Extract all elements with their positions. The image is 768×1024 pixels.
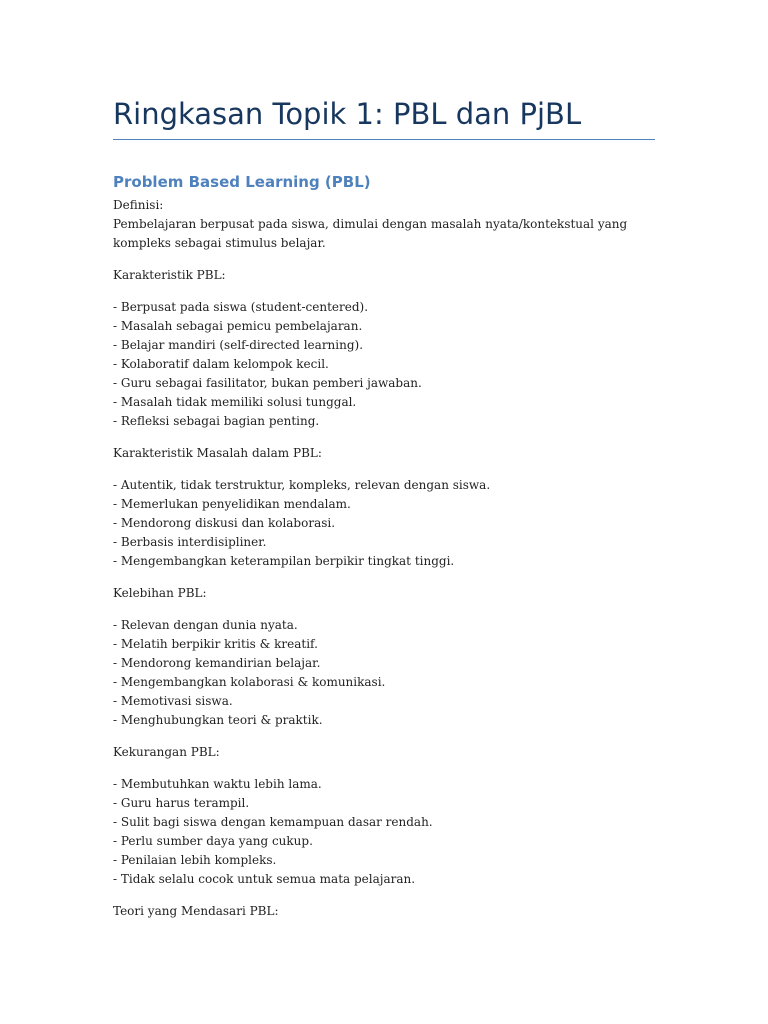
- list-item: - Memerlukan penyelidikan mendalam.: [113, 497, 351, 511]
- list-item: - Mengembangkan keterampilan berpikir tingkat tinggi.: [113, 554, 455, 568]
- list-item: - Penilaian lebih kompleks.: [113, 853, 277, 867]
- definition-line: Pembelajaran berpusat pada siswa, dimulai dengan masalah nyata/kontekstual yang: [113, 217, 628, 231]
- teori-label: Teori yang Mendasari PBL:: [113, 904, 279, 918]
- list-item: - Guru sebagai fasilitator, bukan pemberi jawaban.: [113, 376, 422, 390]
- list-item: - Membutuhkan waktu lebih lama.: [113, 777, 322, 791]
- list-item: - Memotivasi siswa.: [113, 694, 233, 708]
- list-item: - Belajar mandiri (self-directed learning).: [113, 338, 364, 352]
- definition-label: Definisi:: [113, 198, 164, 212]
- karakteristik-masalah-label: Karakteristik Masalah dalam PBL:: [113, 446, 322, 460]
- list-item: - Autentik, tidak terstruktur, kompleks, relevan dengan siswa.: [113, 478, 491, 492]
- kelebihan-list: [113, 616, 655, 730]
- list-item: - Kolaboratif dalam kelompok kecil.: [113, 357, 329, 371]
- document-title: Ringkasan Topik 1: PBL dan PjBL: [113, 97, 582, 131]
- list-item: - Guru harus terampil.: [113, 796, 250, 810]
- list-item: - Melatih berpikir kritis & kreatif.: [113, 637, 318, 651]
- list-item: - Perlu sumber daya yang cukup.: [113, 834, 313, 848]
- list-item: - Mendorong kemandirian belajar.: [113, 656, 321, 670]
- section-heading-pbl: Problem Based Learning (PBL): [113, 173, 371, 191]
- karakteristik-list: [113, 298, 655, 431]
- definition-line: kompleks sebagai stimulus belajar.: [113, 236, 326, 250]
- document-body: [113, 196, 655, 921]
- list-item: - Masalah sebagai pemicu pembelajaran.: [113, 319, 363, 333]
- kekurangan-label: Kekurangan PBL:: [113, 745, 220, 759]
- list-item: - Masalah tidak memiliki solusi tunggal.: [113, 395, 357, 409]
- list-item: - Refleksi sebagai bagian penting.: [113, 414, 320, 428]
- karakteristik-label: Karakteristik PBL:: [113, 268, 226, 282]
- kelebihan-label: Kelebihan PBL:: [113, 586, 207, 600]
- list-item: - Relevan dengan dunia nyata.: [113, 618, 298, 632]
- title-underline: [113, 139, 655, 140]
- list-item: - Sulit bagi siswa dengan kemampuan dasar rendah.: [113, 815, 433, 829]
- list-item: - Mendorong diskusi dan kolaborasi.: [113, 516, 336, 530]
- karakteristik-masalah-list: [113, 476, 655, 571]
- list-item: - Menghubungkan teori & praktik.: [113, 713, 323, 727]
- list-item: - Tidak selalu cocok untuk semua mata pelajaran.: [113, 872, 416, 886]
- list-item: - Berpusat pada siswa (student-centered).: [113, 300, 369, 314]
- list-item: - Mengembangkan kolaborasi & komunikasi.: [113, 675, 386, 689]
- kekurangan-list: [113, 775, 655, 889]
- list-item: - Berbasis interdisipliner.: [113, 535, 267, 549]
